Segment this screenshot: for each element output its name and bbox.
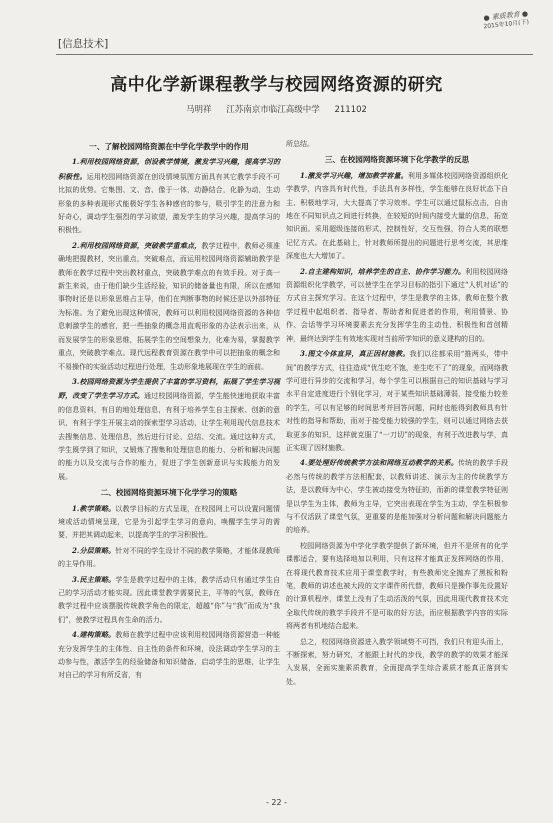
section-heading: 二、校园网络资源环境下化学学习的策略 — [100, 488, 238, 498]
paragraph-body: 学生是教学过程中的主体，教学活动只有通过学生自己的学习活动才能实现。因此课堂教学需要民主，平等的气氛，教师在教学过程中应该摆脱传统教学角色的限定，超越“你”与“我”而成为“我们”，使教学过程具有生命的活力。 — [58, 575, 280, 624]
paragraph-body: 利用多媒体校园网络资源组织化学教学，内容具有时代性，手法具有多样性，学生能够在良好状态下自主、积极地学习，大大提高了学习效率。学生可以通过鼠标点击，自由地在不同知识点之间进行转换，在较短的时间内接受大量的信息，拓宽知识面。采用超级连接的形式，控制性好，交互性强，符合人类的联想记忆方式。在此基础上，针对教师所提出的问题进行思考交流，其思维深度也大大增加了。 — [286, 171, 509, 261]
issue-date: 2015年10月(下) — [483, 18, 530, 31]
author-postcode: 211102 — [334, 105, 367, 115]
paragraph-body: 针对不同的学生设计不同的教学策略，才能体现教师的主导作用。 — [58, 546, 280, 569]
article-title: 高中化学新课程教学与校园网络资源的研究 — [110, 75, 443, 95]
paragraph-body: 总之，校园网络资源进入教学领域势不可挡，我们只有迎头而上，不断探索，努力研究，才能跟上时代的步伐，教学的教学的效果才能深入发展，全面实施素质教育，全面提高学生综合素质才能真正落到实处。 — [286, 637, 508, 686]
paragraph — [286, 347, 508, 455]
header-divider — [56, 54, 533, 55]
paragraph — [286, 265, 508, 346]
magazine-name: ● 素质教育 ● — [483, 9, 529, 23]
section-heading: 一、了解校园网络资源在中学化学教学中的作用 — [89, 142, 249, 151]
paragraph-body: 我们以往都采用“推两头，带中间”的教学方式，往往造成“优生吃不饱，差生吃不了”的现象，而网络教学可进行异步的交流和学习，每个学生可以根据自己的知识基础与学习水平自定进度进行个别化学习，对于某些知识基础薄弱，接受能力较差的学生，可以有足够的时间思考并回答问题，同时也能得到教师具有针对性的指导和帮助，而对于接受能力较强的学生，则可以通过网络去获取更多的知识，这样就克服了“一刀切”的现象，有利于改进教与学，真正实现了因材施教。 — [286, 350, 508, 452]
right-column — [286, 138, 508, 690]
paragraph-lead: 1.教学策略。 — [72, 503, 116, 513]
paragraph-body: 利用校园网络资源组织化学教学，可以使学生在学习目标的指引下通过“人机对话”的方式自主探究学习。在这个过程中，学生是教学的主体，教师在整个教学过程中起组织者、指导者、帮助者和促进者的作用，利用情景、协作、会话等学习环境要素去充分发挥学生的主动性、积极性和首创精神，最终达到学生有效地实现对当前所学知识的意义建构的目的。 — [286, 267, 509, 343]
paragraph-continuation: 所总结。 — [286, 140, 314, 148]
paragraph — [58, 573, 280, 628]
paragraph — [58, 628, 280, 683]
author-name: 马明祥 — [186, 105, 212, 115]
paragraph-lead: 3.民主策略。 — [72, 574, 116, 584]
paragraph — [58, 375, 280, 484]
paragraph-body: 教师在教学过程中应该利用校园网络资源营造一种能充分发挥学生的主体性、自主性的条件和环境，设法调动学生学习的主动参与性，激活学生的经验储备和知识储备，启动学生的思维，让学生对自己的学习有所反省，有 — [58, 631, 280, 680]
paragraph-lead: 4.建构策略。 — [72, 630, 116, 640]
author-line — [0, 103, 553, 115]
paragraph — [286, 169, 508, 264]
paragraph-body: 校园网络资源为中学化学教学提供了新环境，但并不是所有的化学课都适合，要有选择地加以利用，只有这样才能真正发挥网络的作用，在将现代教育技术应用于课堂教学时，有些教师完全抛弃了黑板和粉笔，教师的讲述也被大段的文字课件所代替，教师只是操作事先设置好的计算机程序，课堂上没有了生动活泼的气氛，因此用现代教育技术完全取代传统的教学手段并不是可取的好方法，而应根据教学内容的实际将两者有机地结合起来。 — [286, 541, 508, 631]
journal-masthead — [483, 10, 530, 32]
paragraph — [58, 502, 280, 543]
paragraph — [58, 155, 280, 237]
paragraph — [58, 239, 280, 374]
section-tag: [信息技术] — [58, 38, 109, 50]
paragraph-body: 以教学目标的方式呈现，在校园网上可以设置问题情境或活动情境呈现，它是为引起学生学习的意向，唤醒学生学习的需要，并把其调动起来，以提高学生的学习积极性。 — [58, 504, 280, 540]
paragraph-body: 教学过程中，教师必须准确地把握教材，突出重点，突破难点，而运用校园网络资源辅助教学是教师在教学过程中突出教材重点，突破教学难点的有效手段。对于高一新生来说，由于他们缺少生活经验，知识的储备量也有限，所以在感知事物时还是以形象思维占主导，他们在判断事物的时候还是以外部特征为标准。为了避免出现这种情况，教师可以利用校园网络资源的各种信息刺激学生的感官，把一些抽象的概念用直观形象的办法表示出来，从而发展学生的形象思维，拓展学生的空间想象力，化难为易，掌握教学重点，突破教学难点。现代远程教育资源在教学中可以把抽象的概念和不易操作的实验活动过程进行处理，生动形象地展现在学生的面前。 — [58, 241, 281, 371]
paragraph — [58, 544, 280, 572]
paragraph — [286, 539, 508, 634]
paragraph-lead: 1.激发学习兴趣，增加教学容量。 — [300, 170, 408, 180]
paragraph-lead: 2.利用校园网络资源，突破教学重难点， — [72, 240, 202, 250]
paragraph — [286, 456, 508, 537]
paragraph-lead: 3.图文今体直异，真正因材施教。 — [300, 349, 410, 359]
paragraph-lead: 2.自主建构知识，培养学生的自主、协作学习能力。 — [300, 266, 466, 276]
author-affiliation: 江苏南京市临江高级中学 — [226, 105, 320, 115]
section-heading: 三、在校园网络资源环境下化学教学的反思 — [324, 155, 470, 165]
paragraph-lead: 4.要处理好传统教学方法和网络互动教学的关系。 — [300, 458, 458, 468]
paragraph-lead: 2.分层策略。 — [72, 545, 116, 555]
paragraph-lead: 1.利用校园网络资源，创设教学情境，激发学习兴趣，提高学习的积极性。 — [58, 157, 280, 181]
page-number: - 22 - — [265, 798, 288, 807]
paragraph-lead: 3.校园网络资源为学生提供了丰富的学习资料，拓展了学生学习视野，改变了学生学习方式。 — [58, 376, 280, 401]
paragraph — [286, 635, 508, 690]
paragraph-body: 运用校园网络资源在创设情境氛围方面具有其它教学手段不可比拟的优势。它集图、文、音、像于一体，动静结合，化静为动，生动形象的多种表现形式能极好学生各种感官的参与，吸引学生的注意力和好奇心，调动学生强烈的学习欲望，激发学生的学习兴趣，提高学习的积极性。 — [58, 172, 281, 235]
left-column — [58, 138, 280, 684]
paragraph-body: 传统的教学手段必然与传统的教学方法相配套，以教师讲述、演示为主的传统教学方法，是以教师为中心，学生被动接受为特征的，而新的课堂教学特征则是以学生为主体，教师为主导，它突出表现在学生为主动，学生积极参与不仅活跃了课堂气氛，更重要的是能加强对分析问题和解决问题能力的培养。 — [286, 459, 509, 535]
paragraph-body: 通过校园网络资源，学生能快速地获取丰富的信息资料，有目的地处理信息，有利于培养学生自主探索、创新的意识，有利于学生开展主动的探索型学习活动，让学生利用现代信息技术去搜集信息、处理信息，然后进行讨论、总结、交流。通过这种方式，学生既学到了知识，又锻炼了搜集和处理信息的能力、分析和解决问题的能力以及交流与合作的能力，促进了学生创新意识与实践能力的发展。 — [58, 392, 280, 481]
